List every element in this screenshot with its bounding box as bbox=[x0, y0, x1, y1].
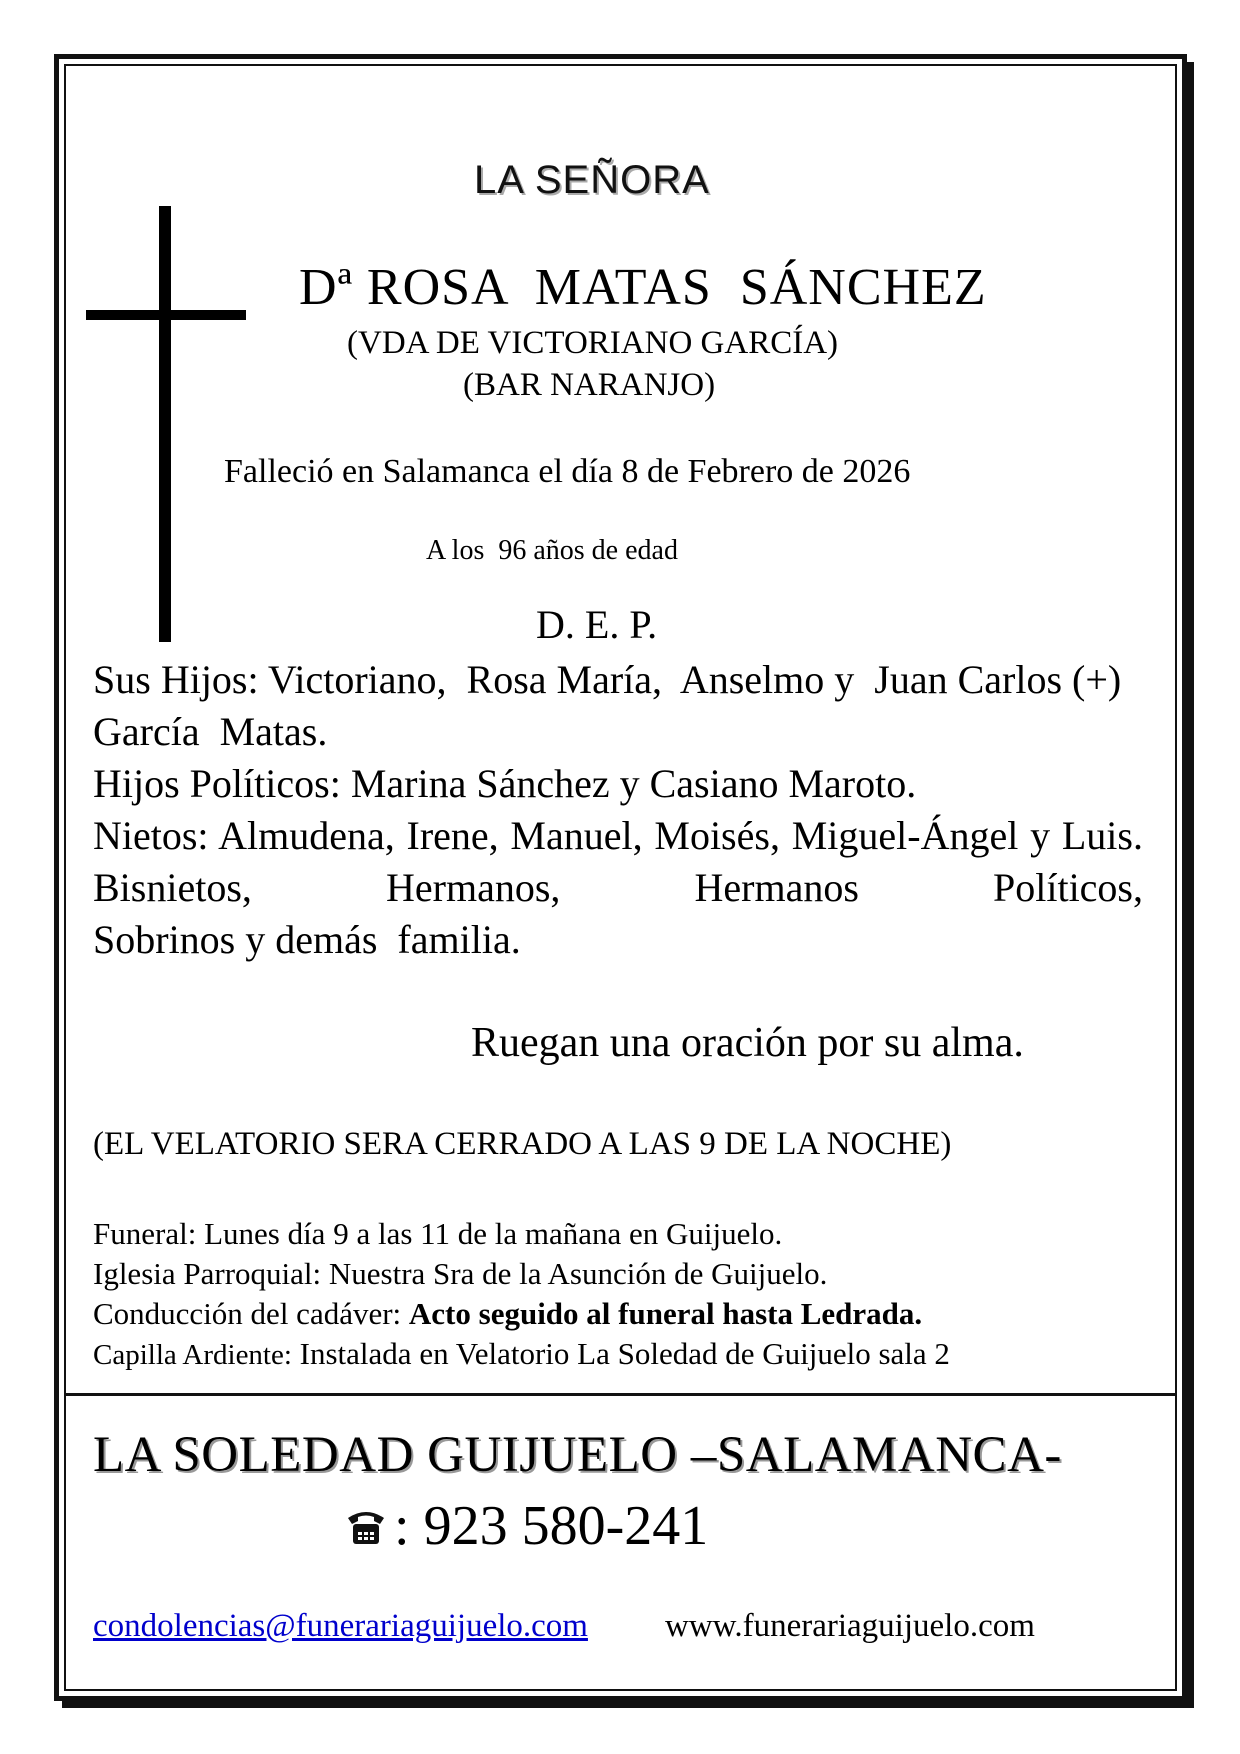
chapel-label: Capilla Ardiente: bbox=[93, 1339, 292, 1371]
family-others: Sobrinos y demás familia. bbox=[93, 917, 521, 962]
cross-vertical-bar bbox=[159, 206, 171, 642]
header-title: LA SEÑORA bbox=[474, 158, 710, 202]
widow-of: (VDA DE VICTORIANO GARCÍA) bbox=[347, 325, 839, 361]
transport-line bbox=[93, 1294, 950, 1334]
deceased-name: Dª ROSA MATAS SÁNCHEZ bbox=[299, 259, 987, 316]
family-list bbox=[93, 654, 1173, 966]
transport-value: Acto seguido al funeral hasta Ledrada. bbox=[408, 1296, 923, 1331]
family-children: Sus Hijos: Victoriano, Rosa María, Anselmo y Juan Carlos (+) García Matas. bbox=[93, 657, 1132, 754]
service-details bbox=[93, 1214, 950, 1375]
family-grandchildren: Nietos: Almudena, Irene, Manuel, Moisés, Miguel-Ángel y Luis. Bisnietos, Hermanos, Hermanos Políticos, bbox=[93, 813, 1173, 910]
age-info: A los 96 años de edad bbox=[426, 535, 678, 566]
frame-shadow-right bbox=[1187, 62, 1194, 1708]
church-label: Iglesia Parroquial: bbox=[93, 1256, 322, 1291]
chapel-line bbox=[93, 1334, 950, 1375]
wake-note: (EL VELATORIO SERA CERRADO A LAS 9 DE LA NOCHE) bbox=[93, 1126, 952, 1162]
transport-label: Conducción del cadáver: bbox=[93, 1296, 402, 1331]
phone-number: 923 580-241 bbox=[423, 1495, 709, 1557]
family-in-laws: Hijos Políticos: Marina Sánchez y Casiano Maroto. bbox=[93, 761, 917, 806]
church-line bbox=[93, 1254, 950, 1294]
telephone-icon bbox=[344, 1500, 388, 1540]
death-info: Falleció en Salamanca el día 8 de Febrero de 2026 bbox=[224, 453, 911, 490]
funeral-value: Lunes día 9 a las 11 de la mañana en Guijuelo. bbox=[196, 1216, 783, 1251]
cross-horizontal-bar bbox=[86, 310, 246, 320]
frame-shadow-bottom bbox=[62, 1701, 1194, 1708]
church-value: Nuestra Sra de la Asunción de Guijuelo. bbox=[321, 1256, 828, 1291]
funeral-line bbox=[93, 1214, 950, 1254]
phone-row bbox=[344, 1495, 709, 1557]
prayer-text: Ruegan una oración por su alma. bbox=[471, 1020, 1024, 1066]
website-text: www.funerariaguijuelo.com bbox=[665, 1608, 1035, 1644]
phone-prefix: : bbox=[394, 1495, 424, 1557]
footer-divider bbox=[66, 1393, 1175, 1396]
company-name: LA SOLEDAD GUIJUELO –SALAMANCA- bbox=[93, 1427, 1062, 1483]
rip-text: D. E. P. bbox=[536, 602, 658, 647]
email-link[interactable]: condolencias@funerariaguijuelo.com bbox=[93, 1608, 588, 1644]
nickname: (BAR NARANJO) bbox=[463, 367, 716, 403]
funeral-label: Funeral: bbox=[93, 1216, 197, 1251]
chapel-value: Instalada en Velatorio La Soledad de Guijuelo sala 2 bbox=[291, 1336, 950, 1371]
